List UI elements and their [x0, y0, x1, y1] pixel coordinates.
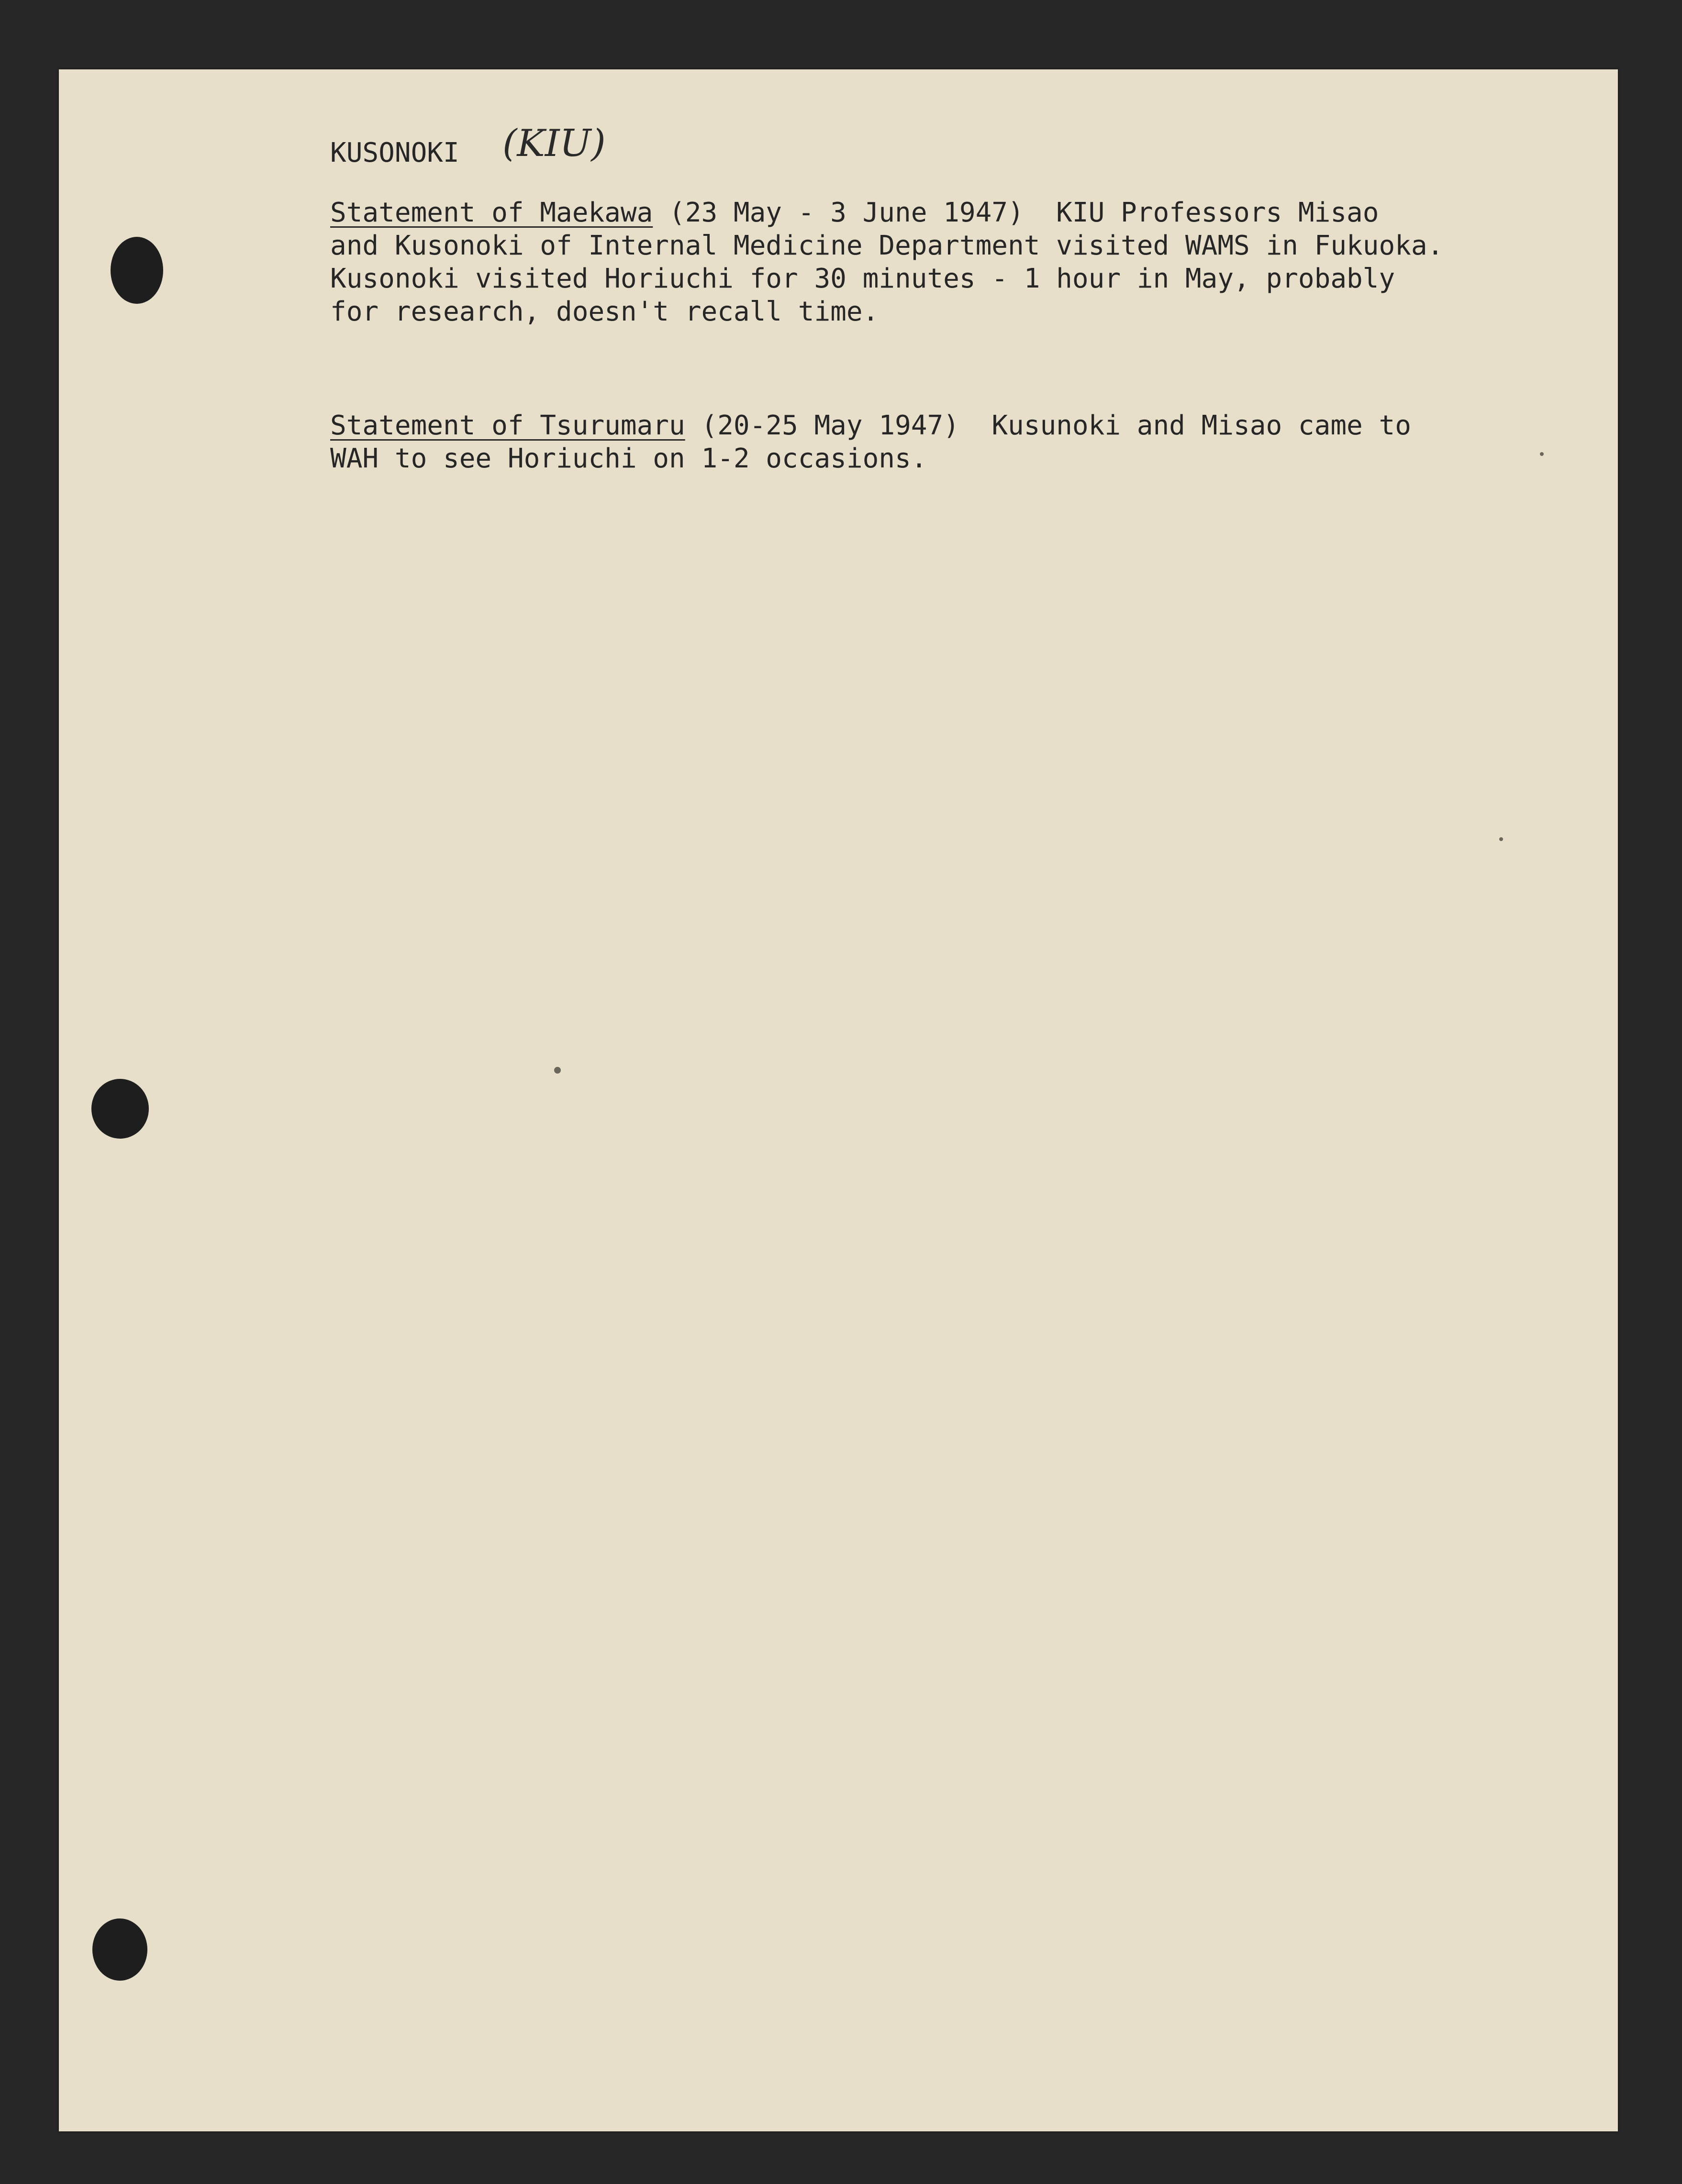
punch-hole: [91, 1079, 149, 1139]
punch-hole: [111, 237, 163, 304]
statement-line: (23 May - 3 June 1947) KIU Professors Misao: [653, 197, 1379, 228]
statement-title: Statement of Tsurumaru: [330, 410, 685, 441]
paper-speck: [1499, 837, 1503, 841]
document-heading: KUSONOKI: [330, 137, 459, 168]
statement-line: Kusonoki visited Horiuchi for 30 minutes - 1 hour in May, probably: [330, 263, 1395, 294]
paper-speck: [1540, 452, 1544, 456]
statement-title: Statement of Maekawa: [330, 197, 653, 228]
document-page: [59, 69, 1618, 2131]
statement-line: and Kusonoki of Internal Medicine Department visited WAMS in Fukuoka.: [330, 230, 1444, 261]
statement-line: WAH to see Horiuchi on 1-2 occasions.: [330, 443, 927, 474]
statement-line: for research, doesn't recall time.: [330, 296, 879, 327]
punch-hole: [92, 1918, 147, 1981]
statement-line: (20-25 May 1947) Kusunoki and Misao came to: [685, 410, 1411, 441]
statement-tsurumaru: [330, 409, 1411, 475]
paper-speck: [554, 1067, 561, 1074]
statement-maekawa: [330, 196, 1443, 328]
handwritten-annotation: (KIU): [502, 122, 606, 165]
